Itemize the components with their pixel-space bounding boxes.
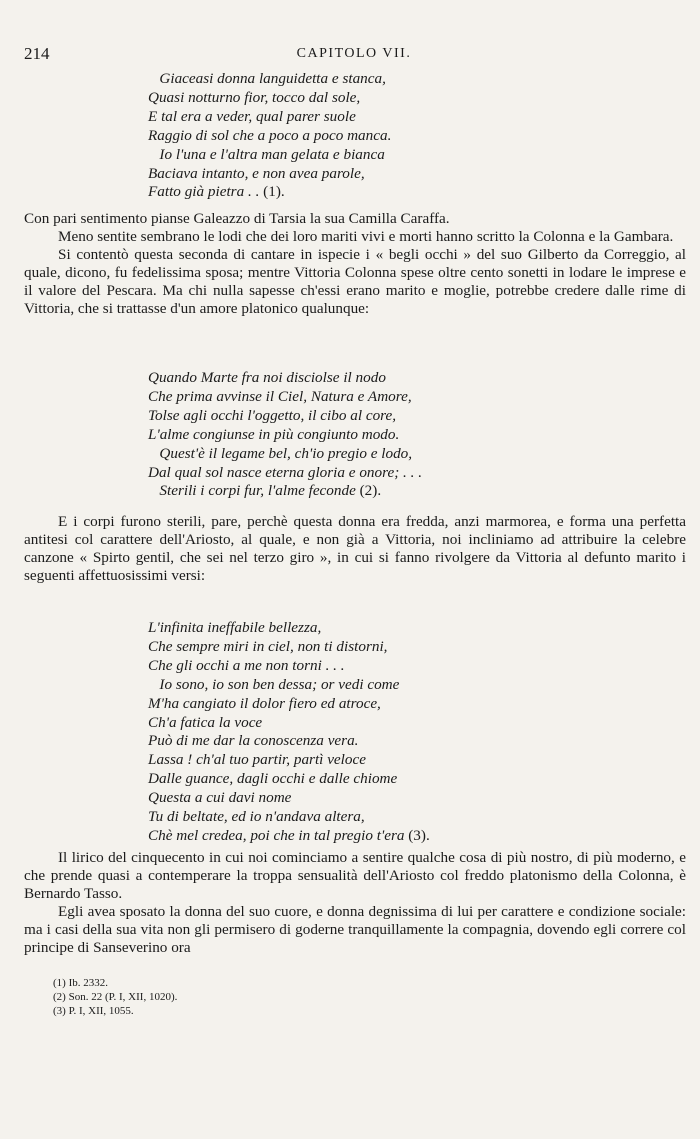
running-head: CAPITOLO VII. — [296, 46, 412, 61]
verse-line: Chè mel credea, poi che in tal pregio t'era (3). — [148, 826, 430, 844]
verse-quote-2 — [148, 369, 422, 501]
verse-line: Questa a cui davi nome — [148, 789, 292, 807]
verse-line: Io l'una e l'altra man gelata e bianca — [148, 145, 385, 163]
verse-line: Può di me dar la conoscenza vera. — [148, 732, 359, 750]
page-number: 214 — [24, 44, 50, 63]
verse-line: Dal qual sol nasce eterna gloria e onore; . . . — [148, 463, 423, 481]
verse-line: M'ha cangiato il dolor fiero ed atroce, — [148, 694, 381, 712]
verse-line: L'alme congiunse in più congiunto modo. — [148, 425, 400, 443]
paragraph: E i corpi furono sterili, pare, perchè questa donna era fredda, anzi marmorea, e forma una perfetta antitesi col carattere dell'Ariosto, al quale, e non già a Vittoria, noi incliniamo ad attribuire la celebre canzone « Spirto gentil, che sei nel terzo giro », in cui si fanno rivolgere da Vittoria al defunto marito i seguenti affettuosissimi versi: — [24, 513, 686, 585]
verse-line: Tolse agli occhi l'oggetto, il cibo al core, — [148, 406, 397, 424]
footnote-ref: (2). — [355, 482, 382, 500]
footnotes — [53, 976, 177, 1018]
text-block-3 — [24, 849, 686, 958]
footnote: (2) Son. 22 (P. I, XII, 1020). — [53, 991, 178, 1003]
verse-line: Ch'a fatica la voce — [148, 713, 263, 731]
paragraph: Egli avea sposato la donna del suo cuore, e donna degnissima di lui per carattere e condizione sociale: ma i casi della sua vita non gli permisero di goderne tranquillamente la compagnia, dovendo egli correre col principe di Sanseverino ora — [24, 903, 686, 957]
footnote-ref: (1). — [259, 183, 285, 201]
footnote: (1) Ib. 2332. — [53, 977, 108, 989]
paragraph: Il lirico del cinquecento in cui noi cominciamo a sentire qualche cosa di più nostro, di più moderno, e che prende quasi a contemperare la troppa sensualità dell'Ariosto col freddo platonismo della Colonna, è Bernardo Tasso. — [24, 849, 686, 903]
verse-line: Tu di beltate, ed io n'andava altera, — [148, 808, 365, 826]
verse-line: Fatto già pietra . . (1). — [148, 183, 285, 201]
verse-line: Io sono, io son ben dessa; or vedi come — [148, 675, 400, 693]
verse-line: L'infinita ineffabile bellezza, — [148, 619, 322, 636]
paragraph: Meno sentite sembrano le lodi che dei loro mariti vivi e morti hanno scritto la Colonna e la Gambara. — [58, 228, 674, 246]
verse-line: Quando Marte fra noi disciolse il nodo — [148, 369, 386, 386]
verse-line: Dalle guance, dagli occhi e dalle chiome — [148, 770, 398, 788]
verse-line: Raggio di sol che a poco a poco manca. — [148, 126, 392, 144]
footnote: (3) P. I, XII, 1055. — [53, 1005, 134, 1017]
text-block-2 — [24, 513, 686, 585]
paragraph: Si contentò questa seconda di cantare in ispecie i « begli occhi » del suo Gilberto da Correggio, al quale, dicono, fu fedelissima sposa; mentre Vittoria Colonna spese oltre cento sonetti in lodare le imprese e il valore del Pescara. Ma chi nulla sapesse ch'essi erano marito e moglie, potrebbe credere dalle rime di Vittoria, che si trattasse d'un amore platonico qualunque: — [24, 246, 686, 318]
verse-quote-3 — [148, 619, 430, 846]
verse-line: Che prima avvinse il Ciel, Natura e Amore, — [148, 387, 412, 405]
paragraph: Con pari sentimento pianse Galeazzo di Tarsia la sua Camilla Caraffa. — [24, 210, 450, 227]
verse-line: Baciava intanto, e non avea parole, — [148, 164, 365, 182]
page-header — [24, 44, 684, 64]
verse-line: Che sempre miri in ciel, non ti distorni, — [148, 637, 388, 655]
verse-line: Giaceasi donna languidetta e stanca, — [148, 70, 386, 87]
verse-line: E tal era a veder, qual parer suole — [148, 107, 356, 125]
verse-line: Sterili i corpi fur, l'alme feconde (2). — [148, 482, 382, 500]
text-block-1 — [24, 210, 686, 319]
verse-line: Quasi notturno fior, tocco dal sole, — [148, 88, 361, 106]
footnote-ref: (3). — [404, 826, 430, 844]
verse-line: Che gli occhi a me non torni . . . — [148, 656, 345, 674]
verse-line: Lassa ! ch'al tuo partir, partì veloce — [148, 751, 366, 769]
verse-line: Quest'è il legame bel, ch'io pregio e lodo, — [148, 444, 413, 462]
verse-quote-1 — [148, 70, 391, 202]
